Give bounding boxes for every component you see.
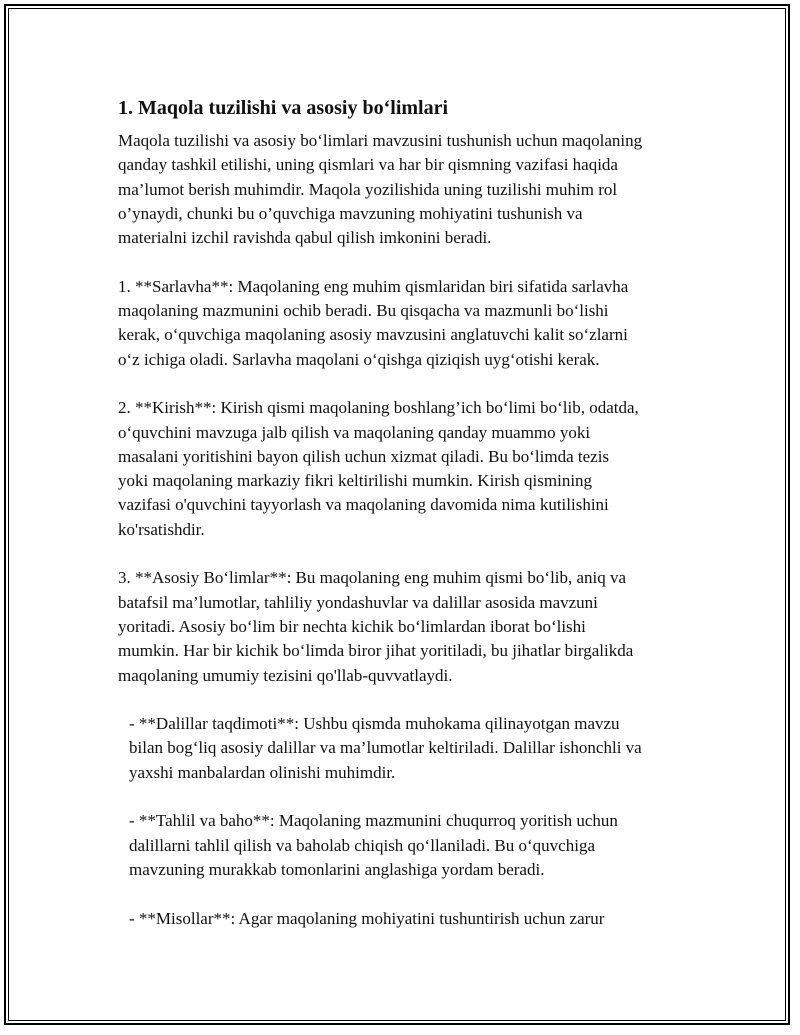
text-line: vazifasi o'quvchini tayyorlash va maqolaning davomida nima kutilishini <box>118 495 609 515</box>
bullet-paragraph <box>118 907 698 931</box>
text-line: Maqola tuzilishi va asosiy bo‘limlari mavzusini tushunish uchun maqolaning <box>118 131 643 150</box>
text-line: - **Misollar**: Agar maqolaning mohiyatini tushuntirish uchun zarur <box>129 908 605 928</box>
text-line: o‘quvchini mavzuga jalb qilish va maqolaning qanday muammo yoki <box>118 422 591 442</box>
text-line: o‘z ichiga oladi. Sarlavha maqolani o‘qishga qiziqish uyg‘otishi kerak. <box>118 349 600 369</box>
text-line: 2. **Kirish**: Kirish qismi maqolaning boshlang’ich bo‘limi bo‘lib, odatda, <box>118 398 639 418</box>
text-line: yaxshi manbalardan olinishi muhimdir. <box>129 762 396 782</box>
text-line: maqolaning umumiy tezisini qo'llab-quvvatlaydi. <box>118 665 453 685</box>
text-line: - **Tahlil va baho**: Maqolaning mazmunini chuqurroq yoritish uchun <box>129 811 618 831</box>
text-line: masalani yoritishini bayon qilish uchun xizmat qiladi. Bu bo‘limda tezis <box>118 446 610 466</box>
body-paragraph <box>118 129 698 250</box>
bullet-paragraph <box>118 712 698 785</box>
section-heading: 1. Maqola tuzilishi va asosiy bo‘limlari <box>118 97 449 119</box>
body-paragraph <box>118 396 698 542</box>
text-line: 3. **Asosiy Bo‘limlar**: Bu maqolaning eng muhim qismi bo‘lib, aniq va <box>118 568 627 588</box>
text-line: batafsil ma’lumotlar, tahliliy yondashuvlar va dalillar asosida mavzuni <box>118 592 598 612</box>
text-line: dalillarni tahlil qilish va baholab chiqish qo‘llaniladi. Bu o‘quvchiga <box>129 835 595 855</box>
text-line: yoritadi. Asosiy bo‘lim bir nechta kichik bo‘limlardan iborat bo‘lishi <box>118 616 586 636</box>
text-line: bilan bog‘liq asosiy dalillar va ma’lumotlar keltiriladi. Dalillar ishonchli va <box>129 738 642 758</box>
body-paragraph <box>118 275 698 372</box>
text-line: 1. **Sarlavha**: Maqolaning eng muhim qismlaridan biri sifatida sarlavha <box>118 276 629 296</box>
text-line: maqolaning mazmunini ochib beradi. Bu qisqacha va mazmunli bo‘lishi <box>118 301 609 321</box>
text-line: o’ynaydi, chunki bu o’quvchiga mavzuning mohiyatini tushunish va <box>118 203 583 223</box>
text-line: materialni izchil ravishda qabul qilish imkonini beradi. <box>118 228 492 248</box>
text-line: ma’lumot berish muhimdir. Maqola yozilishida uning tuzilishi muhim rol <box>118 179 618 199</box>
text-line: yoki maqolaning markaziy fikri keltirilishi mumkin. Kirish qismining <box>118 471 593 491</box>
text-line: ko'rsatishdir. <box>118 519 205 539</box>
text-line: qanday tashkil etilishi, uning qismlari va har bir qismning vazifasi haqida <box>118 155 618 175</box>
paragraph-list <box>118 129 698 931</box>
text-line: mumkin. Har bir kichik bo‘limda biror jihat yoritiladi, bu jihatlar birgalikda <box>118 641 634 661</box>
document-body <box>118 94 698 955</box>
text-line: - **Dalillar taqdimoti**: Ushbu qismda muhokama qilinayotgan mavzu <box>129 714 620 734</box>
text-line: mavzuning murakkab tomonlarini anglashiga yordam beradi. <box>129 859 545 879</box>
bullet-paragraph <box>118 809 698 882</box>
text-line: kerak, o‘quvchiga maqolaning asosiy mavzusini anglatuvchi kalit so‘zlarni <box>118 325 628 345</box>
body-paragraph <box>118 566 698 687</box>
